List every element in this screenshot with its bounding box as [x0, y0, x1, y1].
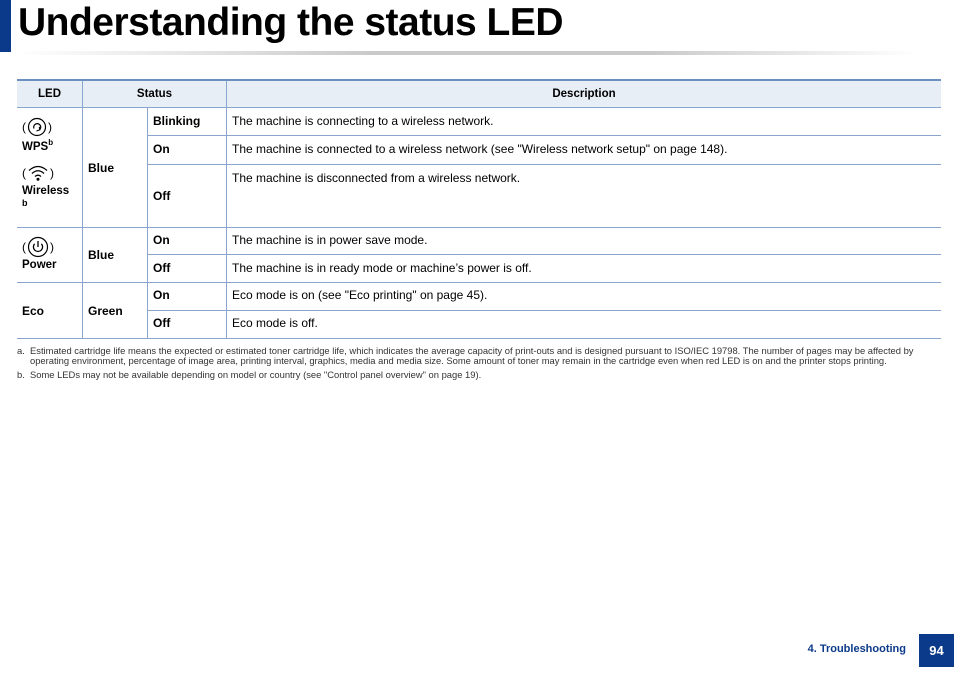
table-row: [17, 255, 941, 283]
page-title: Understanding the status LED: [18, 1, 564, 44]
table-row: [17, 311, 941, 339]
wireless-icon: [27, 164, 49, 182]
status-cell: On: [148, 283, 227, 311]
footnote-b: [17, 370, 939, 380]
table-row: [17, 228, 941, 255]
wireless-indicator: ( ): [22, 166, 54, 180]
status-cell: Blinking: [148, 108, 227, 136]
footnote-text: Estimated cartridge life means the expected or estimated toner cartridge life, which indicates the average capacity of print-outs and is designed pursuant to ISO/IEC 19798. The number of pages may be affected by operating environment, percentage of image area, printing interval, graphics, media and media size. Some amount of toner may remain in the cartridge even when red LED is on and the printer stops printing.: [30, 345, 914, 367]
status-cell: Off: [148, 255, 227, 283]
header-led: LED: [17, 80, 83, 108]
description-cell: The machine is disconnected from a wireless network.: [227, 165, 942, 228]
wps-indicator: ( ): [22, 117, 77, 137]
footnote-a: [17, 346, 939, 367]
wps-icon: [27, 117, 47, 137]
table-row: [17, 108, 941, 136]
status-cell: Off: [148, 311, 227, 339]
description-cell: The machine is connected to a wireless network (see "Wireless network setup" on page 148).: [227, 136, 942, 165]
power-icon: [27, 236, 49, 258]
description-cell: The machine is connecting to a wireless network.: [227, 108, 942, 136]
footnote-mark: b.: [17, 368, 25, 380]
status-cell: Off: [148, 165, 227, 228]
led-cell-wps-wireless: [17, 108, 83, 228]
wireless-footnote-mark: b: [22, 198, 28, 208]
wps-label: WPS: [22, 141, 49, 153]
table-header-row: [17, 80, 941, 108]
header-description: Description: [227, 80, 942, 108]
power-label: Power: [22, 259, 57, 271]
table-row: [17, 165, 941, 228]
footnote-mark: a.: [17, 345, 25, 356]
page-number: 94: [919, 634, 954, 667]
led-color-green: Green: [83, 283, 148, 339]
title-accent-bar: [0, 0, 11, 52]
status-cell: On: [148, 136, 227, 165]
description-cell: The machine is in ready mode or machine’s power is off.: [227, 255, 942, 283]
title-divider: [16, 51, 916, 55]
footer-section-link[interactable]: 4. Troubleshooting: [807, 643, 906, 655]
footnotes: [17, 346, 939, 383]
led-cell-power: [17, 228, 83, 283]
footnote-text: Some LEDs may not be available depending on model or country (see "Control panel overview" on page 19).: [30, 368, 482, 380]
description-cell: Eco mode is off.: [227, 311, 942, 339]
header-status: Status: [83, 80, 227, 108]
table-row: [17, 283, 941, 311]
description-cell: The machine is in power save mode.: [227, 228, 942, 255]
led-color-blue: Blue: [83, 108, 148, 228]
wireless-label: Wireless: [22, 185, 70, 197]
led-color-blue: Blue: [83, 228, 148, 283]
led-cell-eco: Eco: [17, 283, 83, 339]
power-indicator: ( ): [22, 236, 77, 258]
status-cell: On: [148, 228, 227, 255]
wps-footnote-mark: b: [48, 138, 54, 148]
description-cell: Eco mode is on (see "Eco printing" on page 45).: [227, 283, 942, 311]
table-row: [17, 136, 941, 165]
led-status-table: [17, 79, 941, 339]
